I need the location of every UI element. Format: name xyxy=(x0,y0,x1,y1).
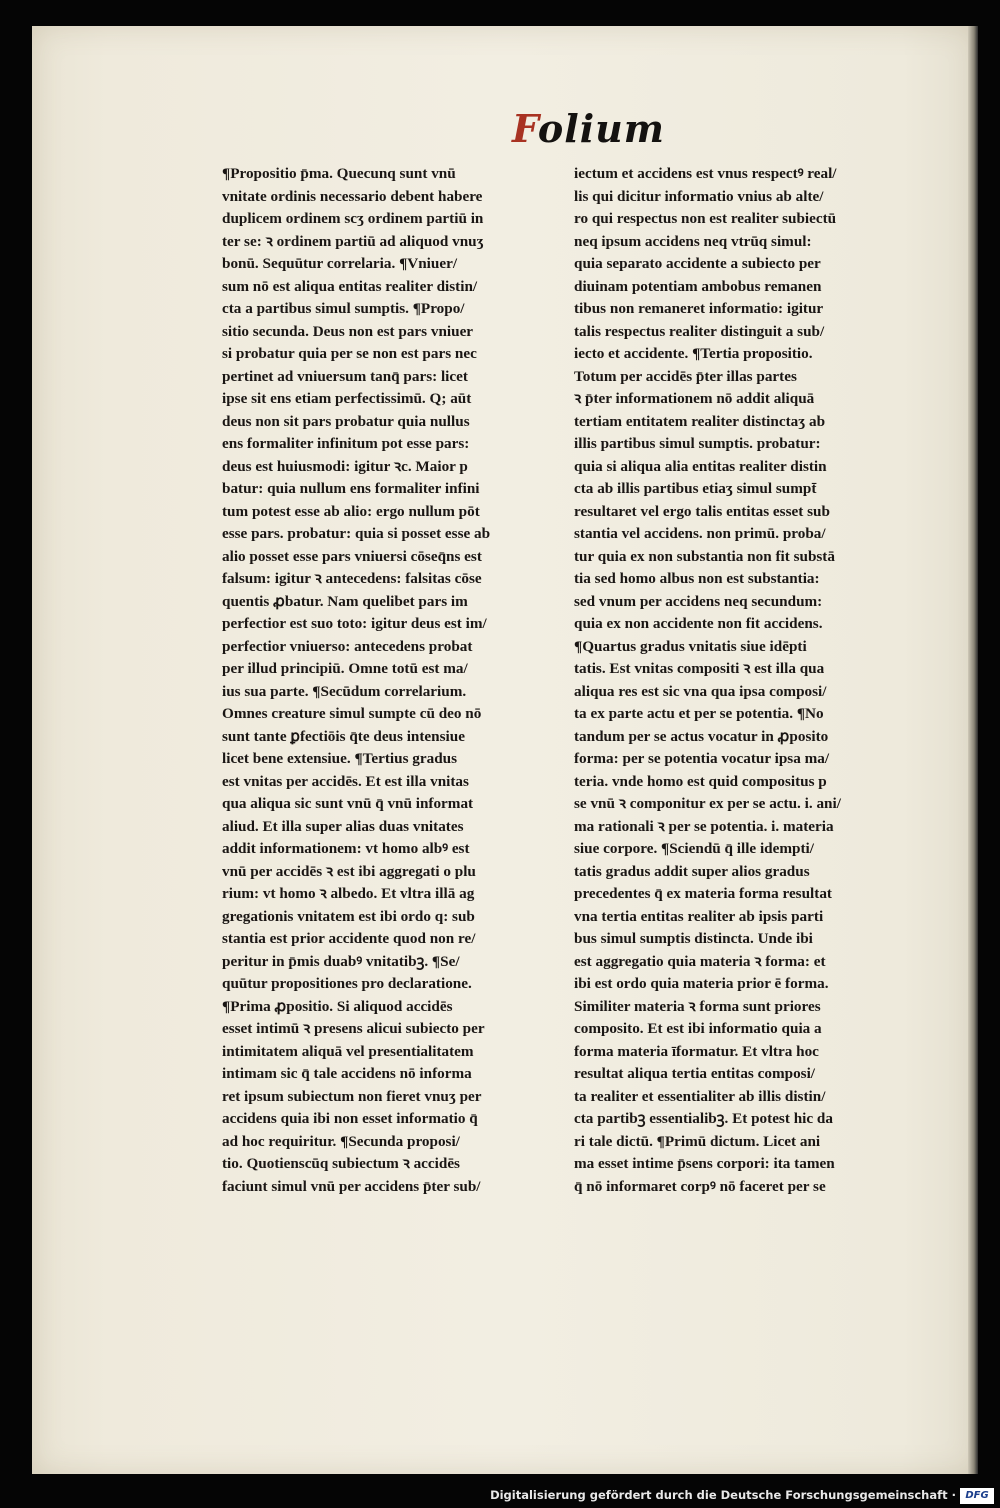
text-line: tandum per se actus vocatur in ꝓposito xyxy=(574,727,829,745)
text-line: licet bene extensiue. ¶Tertius gradus xyxy=(222,750,458,767)
text-line: perfectior vniuerso: antecedens probat xyxy=(222,637,473,655)
text-line: perfectior est suo toto: igitur deus est im/ xyxy=(222,615,487,632)
text-line: rium: vt homo ꝛ albedo. Et vltra illā ag xyxy=(222,885,475,902)
text-line: deus non sit pars probatur quia nullus xyxy=(222,412,470,430)
text-line: bonū. Sequūtur correlaria. ¶Vniuer/ xyxy=(222,255,458,272)
text-line: quia ex non accidente non fit accidens. xyxy=(574,615,823,632)
text-line: quūtur propositiones pro declaratione. xyxy=(222,975,472,992)
text-line: quia separato accidente a subiecto per xyxy=(574,255,821,272)
text-line: stantia est prior accidente quod non re/ xyxy=(222,930,476,947)
text-line: sunt tante ꝑfectiōis q̄te deus intensiue xyxy=(222,727,465,745)
text-line: quentis ꝓbatur. Nam quelibet pars im xyxy=(222,592,468,610)
text-line: ꝛ p̄ter informationem nō addit aliquā xyxy=(574,390,815,407)
text-line: forma: per se potentia vocatur ipsa ma/ xyxy=(574,750,830,767)
text-line: se vnū ꝛ componitur ex per se actu. i. ani/ xyxy=(574,795,841,812)
text-line: per illud principiū. Omne totū est ma/ xyxy=(222,660,468,677)
funding-notice: Digitalisierung gefördert durch die Deutsche Forschungsgemeinschaft · xyxy=(490,1488,956,1502)
text-line: tatis. Est vnitas compositi ꝛ est illa qua xyxy=(574,660,825,677)
text-line: gregationis vnitatem est ibi ordo q: sub xyxy=(222,907,475,925)
text-line: tio. Quotienscūq subiectum ꝛ accidēs xyxy=(222,1155,460,1172)
text-line: ipse sit ens etiam perfectissimū. Q; aūt xyxy=(222,390,472,407)
text-line: stantia vel accidens. non primū. proba/ xyxy=(574,525,826,542)
text-line: cta partibꝫ essentialibꝫ. Et potest hic da xyxy=(574,1110,833,1127)
text-line: resultat aliqua tertia entitas composi/ xyxy=(574,1065,816,1082)
text-line: forma materia īformatur. Et vltra hoc xyxy=(574,1042,819,1060)
text-line: ad hoc requiritur. ¶Secunda proposi/ xyxy=(222,1132,460,1150)
text-line: peritur in p̄mis duabꝰ vnitatibꝫ. ¶Se/ xyxy=(222,952,460,970)
text-line: iecto et accidente. ¶Tertia propositio. xyxy=(574,345,813,362)
text-line: illis partibus simul sumptis. probatur: xyxy=(574,435,821,452)
text-line: tum potest esse ab alio: ergo nullum pōt xyxy=(222,502,480,520)
text-line: falsum: igitur ꝛ antecedens: falsitas cōse xyxy=(222,570,482,587)
text-line: ri tale dictū. ¶Primū dictum. Licet ani xyxy=(574,1132,821,1150)
text-line: Omnes creature simul sumpte cū deo nō xyxy=(222,705,482,722)
text-line: lis qui dicitur informatio vnius ab alte/ xyxy=(574,187,824,205)
text-line: precedentes q̄ ex materia forma resultat xyxy=(574,885,832,902)
text-line: tibus non remaneret informatio: igitur xyxy=(574,300,824,317)
text-line: tia sed homo albus non est substantia: xyxy=(574,570,820,587)
text-line: tatis gradus addit super alios gradus xyxy=(574,862,810,880)
text-line: batur: quia nullum ens formaliter infini xyxy=(222,480,480,497)
text-line: cta a partibus simul sumptis. ¶Propo/ xyxy=(222,300,465,317)
text-line: vna tertia entitas realiter ab ipsis parti xyxy=(574,907,824,925)
text-line: cta ab illis partibus etiaʒ simul sumpt̄ xyxy=(574,480,817,497)
text-line: sitio secunda. Deus non est pars vniuer xyxy=(222,322,474,340)
text-line: ius sua parte. ¶Secūdum correlarium. xyxy=(222,682,467,700)
footer-bar xyxy=(0,1474,1000,1508)
text-line: duplicem ordinem scʒ ordinem partiū in xyxy=(222,210,484,227)
right-text-column xyxy=(574,163,894,1198)
text-line: neq ipsum accidens neq vtrūq simul: xyxy=(574,232,812,250)
text-line: bus simul sumptis distincta. Unde ibi xyxy=(574,930,813,947)
text-line: teria. vnde homo est quid compositus p xyxy=(574,772,827,790)
text-line: sed vnum per accidens neq secundum: xyxy=(574,592,823,610)
text-line: qua aliqua sic sunt vnū q̄ vnū informat xyxy=(222,795,474,812)
text-line: ens formaliter infinitum pot esse pars: xyxy=(222,435,470,452)
text-line: aliqua res est sic vna qua ipsa composi/ xyxy=(574,682,827,700)
text-line: addit informationem: vt homo albꝰ est xyxy=(222,840,470,857)
text-line: tertiam entitatem realiter distinctaʒ ab xyxy=(574,412,826,430)
text-line: aliud. Et illa super alias duas vnitates xyxy=(222,817,464,835)
text-line: intimam sic q̄ tale accidens nō informa xyxy=(222,1065,472,1082)
text-line: vnitate ordinis necessario debent habere xyxy=(222,187,483,205)
text-line: quia si aliqua alia entitas realiter distin xyxy=(574,457,827,475)
text-line: resultaret vel ergo talis entitas esset sub xyxy=(574,502,830,520)
text-line: sum nō est aliqua entitas realiter distin/ xyxy=(222,277,478,295)
text-line: ¶Quartus gradus vnitatis siue idēpti xyxy=(574,637,807,655)
text-line: est aggregatio quia materia ꝛ forma: et xyxy=(574,952,826,970)
text-line: Totum per accidēs p̄ter illas partes xyxy=(574,367,797,385)
text-line: tur quia ex non substantia non fit substā xyxy=(574,547,835,565)
text-line: esset intimū ꝛ presens alicui subiecto per xyxy=(222,1020,485,1037)
text-line: ter se: ꝛ ordinem partiū ad aliquod vnuʒ xyxy=(222,232,484,250)
text-line: faciunt simul vnū per accidens p̄ter sub/ xyxy=(222,1177,481,1195)
text-line: deus est huiusmodi: igitur ꝛc. Maior p xyxy=(222,457,468,475)
text-line: q̄ nō informaret corpꝰ nō faceret per se xyxy=(574,1177,826,1195)
left-text-column xyxy=(222,163,542,1198)
text-line: esse pars. probatur: quia si posset esse ab xyxy=(222,525,491,542)
text-line: ta realiter et essentialiter ab illis distin/ xyxy=(574,1087,826,1105)
text-line: ma esset intime p̄sens corpori: ita tamen xyxy=(574,1155,835,1172)
text-line: alio posset esse pars vniuersi cōseq̄ns est xyxy=(222,547,482,565)
dfg-logo: DFG xyxy=(960,1488,994,1504)
text-line: vnū per accidēs ꝛ est ibi aggregati o plu xyxy=(222,862,476,880)
text-line: iectum et accidens est vnus respectꝰ real/ xyxy=(574,165,837,182)
text-line: pertinet ad vniuersum tanq̄ pars: licet xyxy=(222,367,468,385)
page-edge xyxy=(968,26,978,1474)
text-line: Similiter materia ꝛ forma sunt priores xyxy=(574,997,821,1015)
text-line: ta ex parte actu et per se potentia. ¶No xyxy=(574,705,824,722)
text-line: diuinam potentiam ambobus remanen xyxy=(574,277,822,295)
folium-initial: F xyxy=(512,106,538,151)
text-line: ¶Propositio p̄ma. Quecunq sunt vnū xyxy=(222,165,456,182)
text-line: est vnitas per accidēs. Et est illa vnitas xyxy=(222,772,469,790)
text-line: talis respectus realiter distinguit a sub/ xyxy=(574,322,825,340)
text-line: ret ipsum subiectum non fieret vnuʒ per xyxy=(222,1087,482,1105)
text-line: composito. Et est ibi informatio quia a xyxy=(574,1020,822,1037)
text-line: accidens quia ibi non esset informatio q̄ xyxy=(222,1110,478,1127)
text-line: ¶Prima ꝓpositio. Si aliquod accidēs xyxy=(222,997,453,1015)
text-line: ibi est ordo quia materia prior ē forma. xyxy=(574,975,829,992)
text-line: siue corpore. ¶Sciendū q̄ ille idempti/ xyxy=(574,840,814,857)
text-line: intimitatem aliquā vel presentialitatem xyxy=(222,1042,474,1060)
folium-heading xyxy=(512,106,665,151)
text-line: ro qui respectus non est realiter subiectū xyxy=(574,210,837,227)
folium-rest: olium xyxy=(537,106,665,151)
text-line: si probatur quia per se non est pars nec xyxy=(222,345,477,362)
text-line: ma rationali ꝛ per se potentia. i. materia xyxy=(574,817,834,835)
